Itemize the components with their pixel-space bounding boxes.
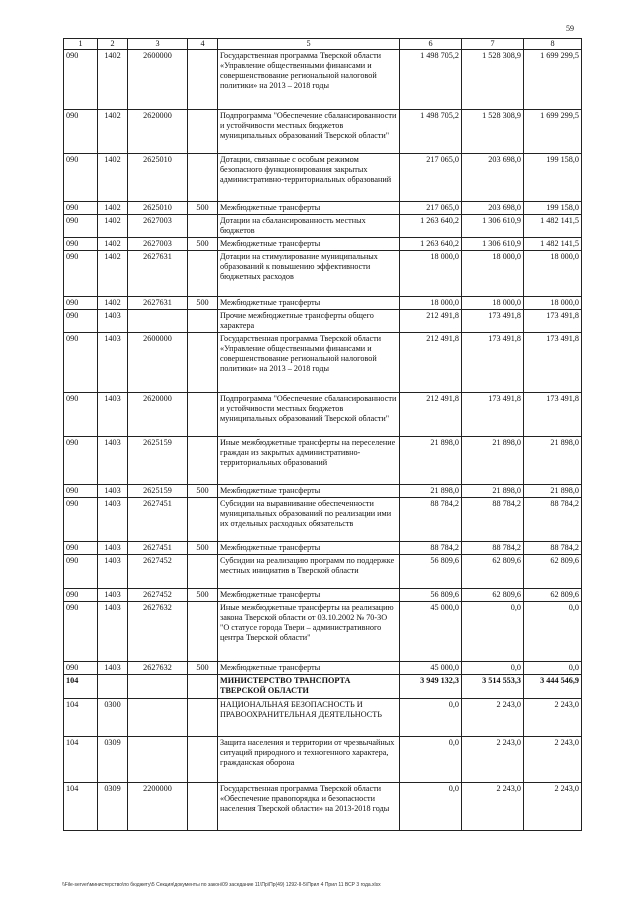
amount-2017-cell: 2 243,0 bbox=[524, 737, 582, 783]
amount-2017-cell: 1 482 141,5 bbox=[524, 215, 582, 238]
amount-2016-cell: 3 514 553,3 bbox=[462, 675, 524, 699]
header-cell: 6 bbox=[400, 39, 462, 50]
amount-2016-cell: 1 306 610,9 bbox=[462, 238, 524, 251]
expense-type-cell bbox=[188, 737, 218, 783]
expense-type-cell bbox=[188, 498, 218, 542]
expense-type-cell bbox=[188, 437, 218, 485]
description-cell: Межбюджетные трансферты bbox=[218, 297, 400, 310]
amount-2015-cell: 56 809,6 bbox=[400, 589, 462, 602]
description-cell: Иные межбюджетные трансферты на реализацию закона Тверской области от 03.10.2002 № 70-ЗО "О статусе города Твери – административного центра Тверской области" bbox=[218, 602, 400, 662]
section-code-cell bbox=[98, 675, 128, 699]
header-cell: 3 bbox=[128, 39, 188, 50]
admin-code-cell: 090 bbox=[64, 215, 98, 238]
target-code-cell: 2627452 bbox=[128, 589, 188, 602]
page-number: 59 bbox=[566, 24, 574, 33]
table-row bbox=[64, 297, 582, 310]
table-row bbox=[64, 154, 582, 202]
section-code-cell: 0309 bbox=[98, 737, 128, 783]
amount-2015-cell: 1 263 640,2 bbox=[400, 215, 462, 238]
amount-2016-cell: 21 898,0 bbox=[462, 485, 524, 498]
expense-type-cell bbox=[188, 393, 218, 437]
expense-type-cell bbox=[188, 154, 218, 202]
table-row bbox=[64, 542, 582, 555]
section-code-cell: 1402 bbox=[98, 215, 128, 238]
header-cell: 2 bbox=[98, 39, 128, 50]
amount-2015-cell: 0,0 bbox=[400, 699, 462, 737]
section-code-cell: 1403 bbox=[98, 498, 128, 542]
expense-type-cell bbox=[188, 555, 218, 589]
amount-2016-cell: 0,0 bbox=[462, 602, 524, 662]
amount-2017-cell: 173 491,8 bbox=[524, 333, 582, 393]
target-code-cell: 2627632 bbox=[128, 662, 188, 675]
amount-2015-cell: 88 784,2 bbox=[400, 542, 462, 555]
amount-2015-cell: 21 898,0 bbox=[400, 437, 462, 485]
description-cell: Иные межбюджетные трансферты на переселение граждан из закрытых административно-территориальных образований bbox=[218, 437, 400, 485]
admin-code-cell: 104 bbox=[64, 699, 98, 737]
description-cell: Дотации на сбалансированность местных бюджетов bbox=[218, 215, 400, 238]
target-code-cell: 2625159 bbox=[128, 485, 188, 498]
expense-type-cell bbox=[188, 310, 218, 333]
amount-2017-cell: 88 784,2 bbox=[524, 498, 582, 542]
target-code-cell bbox=[128, 737, 188, 783]
section-code-cell: 0309 bbox=[98, 783, 128, 831]
table-row bbox=[64, 238, 582, 251]
description-cell: Межбюджетные трансферты bbox=[218, 238, 400, 251]
target-code-cell: 2627003 bbox=[128, 215, 188, 238]
amount-2016-cell: 173 491,8 bbox=[462, 333, 524, 393]
expense-type-cell: 500 bbox=[188, 542, 218, 555]
target-code-cell: 2627631 bbox=[128, 251, 188, 297]
table-row bbox=[64, 393, 582, 437]
header-row bbox=[64, 39, 582, 50]
description-cell: Дотации, связанные с особым режимом безопасного функционирования закрытых административно-территориальных образований bbox=[218, 154, 400, 202]
description-cell: Дотации на стимулирование муниципальных образований к повышению эффективности бюджетных расходов bbox=[218, 251, 400, 297]
amount-2017-cell: 173 491,8 bbox=[524, 310, 582, 333]
amount-2016-cell: 173 491,8 bbox=[462, 393, 524, 437]
amount-2015-cell: 1 498 705,2 bbox=[400, 50, 462, 110]
admin-code-cell: 090 bbox=[64, 542, 98, 555]
amount-2015-cell: 212 491,8 bbox=[400, 393, 462, 437]
table-row bbox=[64, 602, 582, 662]
amount-2017-cell: 88 784,2 bbox=[524, 542, 582, 555]
section-code-cell: 1403 bbox=[98, 662, 128, 675]
amount-2015-cell: 1 498 705,2 bbox=[400, 110, 462, 154]
file-path-footer: \\File-server\министерство\по бюджету\5 Секция\документы по закон\09 заседание 11\Пр\Пр(49) 1292-II-5\Прил 4 Прил 11 ВСР 3 года.xlsx bbox=[62, 882, 381, 888]
target-code-cell: 2627003 bbox=[128, 238, 188, 251]
header-cell: 1 bbox=[64, 39, 98, 50]
table-row bbox=[64, 589, 582, 602]
table-row bbox=[64, 437, 582, 485]
expense-type-cell: 500 bbox=[188, 485, 218, 498]
description-cell: Государственная программа Тверской области «Обеспечение правопорядка и безопасности населения Тверской области» на 2013-2018 годы bbox=[218, 783, 400, 831]
amount-2016-cell: 2 243,0 bbox=[462, 783, 524, 831]
amount-2016-cell: 203 698,0 bbox=[462, 154, 524, 202]
admin-code-cell: 090 bbox=[64, 251, 98, 297]
section-code-cell: 1403 bbox=[98, 602, 128, 662]
amount-2015-cell: 88 784,2 bbox=[400, 498, 462, 542]
amount-2017-cell: 173 491,8 bbox=[524, 393, 582, 437]
amount-2016-cell: 88 784,2 bbox=[462, 498, 524, 542]
table-row bbox=[64, 662, 582, 675]
amount-2016-cell: 1 528 308,9 bbox=[462, 50, 524, 110]
admin-code-cell: 090 bbox=[64, 393, 98, 437]
description-cell: Защита населения и территории от чрезвычайных ситуаций природного и техногенного характера, гражданская оборона bbox=[218, 737, 400, 783]
description-cell: Субсидии на реализацию программ по поддержке местных инициатив в Тверской области bbox=[218, 555, 400, 589]
amount-2015-cell: 0,0 bbox=[400, 783, 462, 831]
table-row bbox=[64, 485, 582, 498]
description-cell: Межбюджетные трансферты bbox=[218, 662, 400, 675]
amount-2017-cell: 2 243,0 bbox=[524, 783, 582, 831]
amount-2015-cell: 45 000,0 bbox=[400, 602, 462, 662]
amount-2017-cell: 21 898,0 bbox=[524, 437, 582, 485]
table-row bbox=[64, 333, 582, 393]
expense-type-cell: 500 bbox=[188, 202, 218, 215]
expense-type-cell bbox=[188, 215, 218, 238]
description-cell: Подпрограмма "Обеспечение сбалансированности и устойчивости местных бюджетов муниципальных образований Тверской области" bbox=[218, 393, 400, 437]
section-code-cell: 1403 bbox=[98, 542, 128, 555]
section-code-cell: 1402 bbox=[98, 202, 128, 215]
amount-2016-cell: 203 698,0 bbox=[462, 202, 524, 215]
amount-2016-cell: 18 000,0 bbox=[462, 251, 524, 297]
section-code-cell: 1403 bbox=[98, 393, 128, 437]
amount-2017-cell: 1 482 141,5 bbox=[524, 238, 582, 251]
admin-code-cell: 090 bbox=[64, 589, 98, 602]
amount-2015-cell: 45 000,0 bbox=[400, 662, 462, 675]
section-code-cell: 1402 bbox=[98, 251, 128, 297]
target-code-cell: 2600000 bbox=[128, 333, 188, 393]
target-code-cell: 2627631 bbox=[128, 297, 188, 310]
section-code-cell: 1403 bbox=[98, 555, 128, 589]
amount-2017-cell: 1 699 299,5 bbox=[524, 50, 582, 110]
amount-2015-cell: 217 065,0 bbox=[400, 154, 462, 202]
amount-2016-cell: 62 809,6 bbox=[462, 555, 524, 589]
admin-code-cell: 090 bbox=[64, 297, 98, 310]
amount-2016-cell: 62 809,6 bbox=[462, 589, 524, 602]
target-code-cell: 2625010 bbox=[128, 202, 188, 215]
section-code-cell: 1403 bbox=[98, 333, 128, 393]
amount-2015-cell: 21 898,0 bbox=[400, 485, 462, 498]
amount-2017-cell: 18 000,0 bbox=[524, 251, 582, 297]
target-code-cell: 2625010 bbox=[128, 154, 188, 202]
target-code-cell bbox=[128, 675, 188, 699]
section-code-cell: 1403 bbox=[98, 437, 128, 485]
expense-type-cell: 500 bbox=[188, 662, 218, 675]
section-code-cell: 1402 bbox=[98, 238, 128, 251]
admin-code-cell: 090 bbox=[64, 50, 98, 110]
amount-2017-cell: 3 444 546,9 bbox=[524, 675, 582, 699]
section-code-cell: 1402 bbox=[98, 154, 128, 202]
table-row bbox=[64, 699, 582, 737]
description-cell: Межбюджетные трансферты bbox=[218, 485, 400, 498]
description-cell: Прочие межбюджетные трансферты общего характера bbox=[218, 310, 400, 333]
expense-type-cell: 500 bbox=[188, 297, 218, 310]
amount-2015-cell: 212 491,8 bbox=[400, 310, 462, 333]
amount-2017-cell: 0,0 bbox=[524, 602, 582, 662]
amount-2016-cell: 173 491,8 bbox=[462, 310, 524, 333]
amount-2015-cell: 212 491,8 bbox=[400, 333, 462, 393]
section-code-cell: 1402 bbox=[98, 110, 128, 154]
table-row bbox=[64, 555, 582, 589]
amount-2016-cell: 1 528 308,9 bbox=[462, 110, 524, 154]
description-cell: Государственная программа Тверской области «Управление общественными финансами и совершенствование региональной налоговой политики» на 2013 – 2018 годы bbox=[218, 333, 400, 393]
target-code-cell: 2200000 bbox=[128, 783, 188, 831]
target-code-cell: 2600000 bbox=[128, 50, 188, 110]
header-cell: 7 bbox=[462, 39, 524, 50]
amount-2015-cell: 18 000,0 bbox=[400, 251, 462, 297]
table-row bbox=[64, 498, 582, 542]
admin-code-cell: 090 bbox=[64, 437, 98, 485]
amount-2017-cell: 62 809,6 bbox=[524, 589, 582, 602]
budget-table bbox=[63, 38, 582, 831]
section-code-cell: 0300 bbox=[98, 699, 128, 737]
expense-type-cell: 500 bbox=[188, 589, 218, 602]
target-code-cell: 2625159 bbox=[128, 437, 188, 485]
amount-2017-cell: 199 158,0 bbox=[524, 202, 582, 215]
description-cell: Подпрограмма "Обеспечение сбалансированности и устойчивости местных бюджетов муниципальных образований Тверской области" bbox=[218, 110, 400, 154]
admin-code-cell: 090 bbox=[64, 333, 98, 393]
amount-2016-cell: 88 784,2 bbox=[462, 542, 524, 555]
target-code-cell bbox=[128, 310, 188, 333]
admin-code-cell: 090 bbox=[64, 498, 98, 542]
admin-code-cell: 090 bbox=[64, 602, 98, 662]
header-cell: 5 bbox=[218, 39, 400, 50]
amount-2016-cell: 18 000,0 bbox=[462, 297, 524, 310]
target-code-cell: 2627451 bbox=[128, 498, 188, 542]
description-cell: Межбюджетные трансферты bbox=[218, 202, 400, 215]
admin-code-cell: 104 bbox=[64, 783, 98, 831]
table-row bbox=[64, 202, 582, 215]
section-code-cell: 1403 bbox=[98, 310, 128, 333]
amount-2017-cell: 1 699 299,5 bbox=[524, 110, 582, 154]
amount-2016-cell: 2 243,0 bbox=[462, 737, 524, 783]
admin-code-cell: 090 bbox=[64, 238, 98, 251]
target-code-cell: 2620000 bbox=[128, 393, 188, 437]
table-row bbox=[64, 737, 582, 783]
admin-code-cell: 090 bbox=[64, 662, 98, 675]
expense-type-cell bbox=[188, 699, 218, 737]
amount-2015-cell: 1 263 640,2 bbox=[400, 238, 462, 251]
amount-2015-cell: 217 065,0 bbox=[400, 202, 462, 215]
admin-code-cell: 090 bbox=[64, 485, 98, 498]
expense-type-cell bbox=[188, 333, 218, 393]
admin-code-cell: 090 bbox=[64, 310, 98, 333]
target-code-cell: 2627451 bbox=[128, 542, 188, 555]
header-cell: 4 bbox=[188, 39, 218, 50]
admin-code-cell: 090 bbox=[64, 202, 98, 215]
expense-type-cell bbox=[188, 602, 218, 662]
expense-type-cell: 500 bbox=[188, 238, 218, 251]
expense-type-cell bbox=[188, 251, 218, 297]
table-row bbox=[64, 675, 582, 699]
target-code-cell bbox=[128, 699, 188, 737]
amount-2016-cell: 21 898,0 bbox=[462, 437, 524, 485]
expense-type-cell bbox=[188, 783, 218, 831]
admin-code-cell: 090 bbox=[64, 555, 98, 589]
target-code-cell: 2627452 bbox=[128, 555, 188, 589]
table-row bbox=[64, 50, 582, 110]
description-cell: Межбюджетные трансферты bbox=[218, 542, 400, 555]
description-cell: Государственная программа Тверской области «Управление общественными финансами и совершенствование региональной налоговой политики» на 2013 – 2018 годы bbox=[218, 50, 400, 110]
admin-code-cell: 104 bbox=[64, 675, 98, 699]
amount-2015-cell: 0,0 bbox=[400, 737, 462, 783]
table-row bbox=[64, 310, 582, 333]
description-cell: Межбюджетные трансферты bbox=[218, 589, 400, 602]
section-code-cell: 1403 bbox=[98, 485, 128, 498]
expense-type-cell bbox=[188, 50, 218, 110]
section-code-cell: 1403 bbox=[98, 589, 128, 602]
target-code-cell: 2620000 bbox=[128, 110, 188, 154]
amount-2015-cell: 56 809,6 bbox=[400, 555, 462, 589]
section-code-cell: 1402 bbox=[98, 297, 128, 310]
admin-code-cell: 090 bbox=[64, 154, 98, 202]
expense-type-cell bbox=[188, 110, 218, 154]
amount-2017-cell: 18 000,0 bbox=[524, 297, 582, 310]
amount-2016-cell: 1 306 610,9 bbox=[462, 215, 524, 238]
admin-code-cell: 104 bbox=[64, 737, 98, 783]
table-row bbox=[64, 110, 582, 154]
expense-type-cell bbox=[188, 675, 218, 699]
amount-2015-cell: 3 949 132,3 bbox=[400, 675, 462, 699]
amount-2016-cell: 2 243,0 bbox=[462, 699, 524, 737]
description-cell: МИНИСТЕРСТВО ТРАНСПОРТА ТВЕРСКОЙ ОБЛАСТИ bbox=[218, 675, 400, 699]
admin-code-cell: 090 bbox=[64, 110, 98, 154]
table-row bbox=[64, 783, 582, 831]
amount-2017-cell: 21 898,0 bbox=[524, 485, 582, 498]
table-row bbox=[64, 215, 582, 238]
amount-2017-cell: 62 809,6 bbox=[524, 555, 582, 589]
description-cell: НАЦИОНАЛЬНАЯ БЕЗОПАСНОСТЬ И ПРАВООХРАНИТЕЛЬНАЯ ДЕЯТЕЛЬНОСТЬ bbox=[218, 699, 400, 737]
amount-2017-cell: 199 158,0 bbox=[524, 154, 582, 202]
amount-2016-cell: 0,0 bbox=[462, 662, 524, 675]
section-code-cell: 1402 bbox=[98, 50, 128, 110]
amount-2017-cell: 2 243,0 bbox=[524, 699, 582, 737]
header-cell: 8 bbox=[524, 39, 582, 50]
target-code-cell: 2627632 bbox=[128, 602, 188, 662]
amount-2017-cell: 0,0 bbox=[524, 662, 582, 675]
table-row bbox=[64, 251, 582, 297]
description-cell: Субсидии на выравнивание обеспеченности муниципальных образований по реализации ими их отдельных расходных обязательств bbox=[218, 498, 400, 542]
amount-2015-cell: 18 000,0 bbox=[400, 297, 462, 310]
